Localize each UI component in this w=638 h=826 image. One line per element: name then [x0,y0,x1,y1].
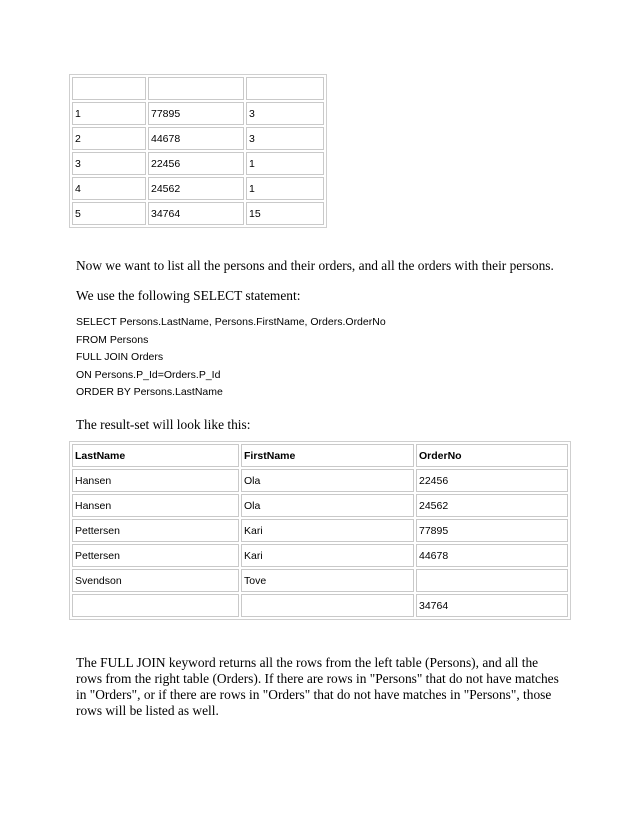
table-cell: 24562 [148,177,244,200]
sql-line: FROM Persons [76,333,149,346]
table-row [72,152,324,175]
table-cell: 5 [72,202,146,225]
table-cell: 22456 [148,152,244,175]
table-row [72,494,568,517]
table-cell: 1 [72,102,146,125]
table-cell [416,569,568,592]
table-cell: 15 [246,202,324,225]
table-cell [72,77,146,100]
explanation-paragraph: The FULL JOIN keyword returns all the rows from the left table (Persons), and all the rows from the right table (Orders). If there are rows in "Persons" that do not have matches in "Orders", or if there are rows in "Orders" that do not have matches in "Persons", those rows will be listed as well. [76,655,559,718]
table-header-row [72,444,568,467]
column-header: OrderNo [416,444,568,467]
table-cell: Pettersen [72,519,239,542]
table-cell: 1 [246,177,324,200]
result-table [69,441,571,620]
table-cell: 77895 [148,102,244,125]
table-cell: Tove [241,569,414,592]
result-intro-paragraph: The result-set will look like this: [76,417,251,432]
table-cell: 22456 [416,469,568,492]
table-row [72,594,568,617]
table-row [72,177,324,200]
table-cell: Kari [241,519,414,542]
column-header: LastName [72,444,239,467]
table-row [72,469,568,492]
table-cell: 2 [72,127,146,150]
table-cell: 3 [72,152,146,175]
table-cell: 4 [72,177,146,200]
table-cell: 77895 [416,519,568,542]
table-cell: 44678 [148,127,244,150]
sql-line: FULL JOIN Orders [76,351,164,364]
table-cell: Ola [241,494,414,517]
table-row [72,544,568,567]
intro-paragraph: Now we want to list all the persons and their orders, and all the orders with their persons. [76,258,554,273]
orders-table [69,74,327,228]
table-row [72,569,568,592]
table-cell: Kari [241,544,414,567]
table-cell: Ola [241,469,414,492]
table-cell: 1 [246,152,324,175]
table-row [72,519,568,542]
table-row [72,202,324,225]
column-header: FirstName [241,444,414,467]
table-cell [241,594,414,617]
table-cell: Hansen [72,469,239,492]
table-cell: 3 [246,127,324,150]
table-cell [72,594,239,617]
table-header-row [72,77,324,100]
table-row [72,102,324,125]
table-row [72,127,324,150]
table-cell: 44678 [416,544,568,567]
sql-line: ON Persons.P_Id=Orders.P_Id [76,368,221,381]
table-cell: Svendson [72,569,239,592]
table-cell: Pettersen [72,544,239,567]
sql-line: SELECT Persons.LastName, Persons.FirstName, Orders.OrderNo [76,316,386,328]
sql-code-block [76,314,386,402]
table-cell: 24562 [416,494,568,517]
table-cell: 3 [246,102,324,125]
table-cell: Hansen [72,494,239,517]
select-intro-paragraph: We use the following SELECT statement: [76,288,301,303]
table-cell [246,77,324,100]
sql-line: ORDER BY Persons.LastName [76,386,223,399]
table-cell: 34764 [148,202,244,225]
table-cell: 34764 [416,594,568,617]
table-cell [148,77,244,100]
